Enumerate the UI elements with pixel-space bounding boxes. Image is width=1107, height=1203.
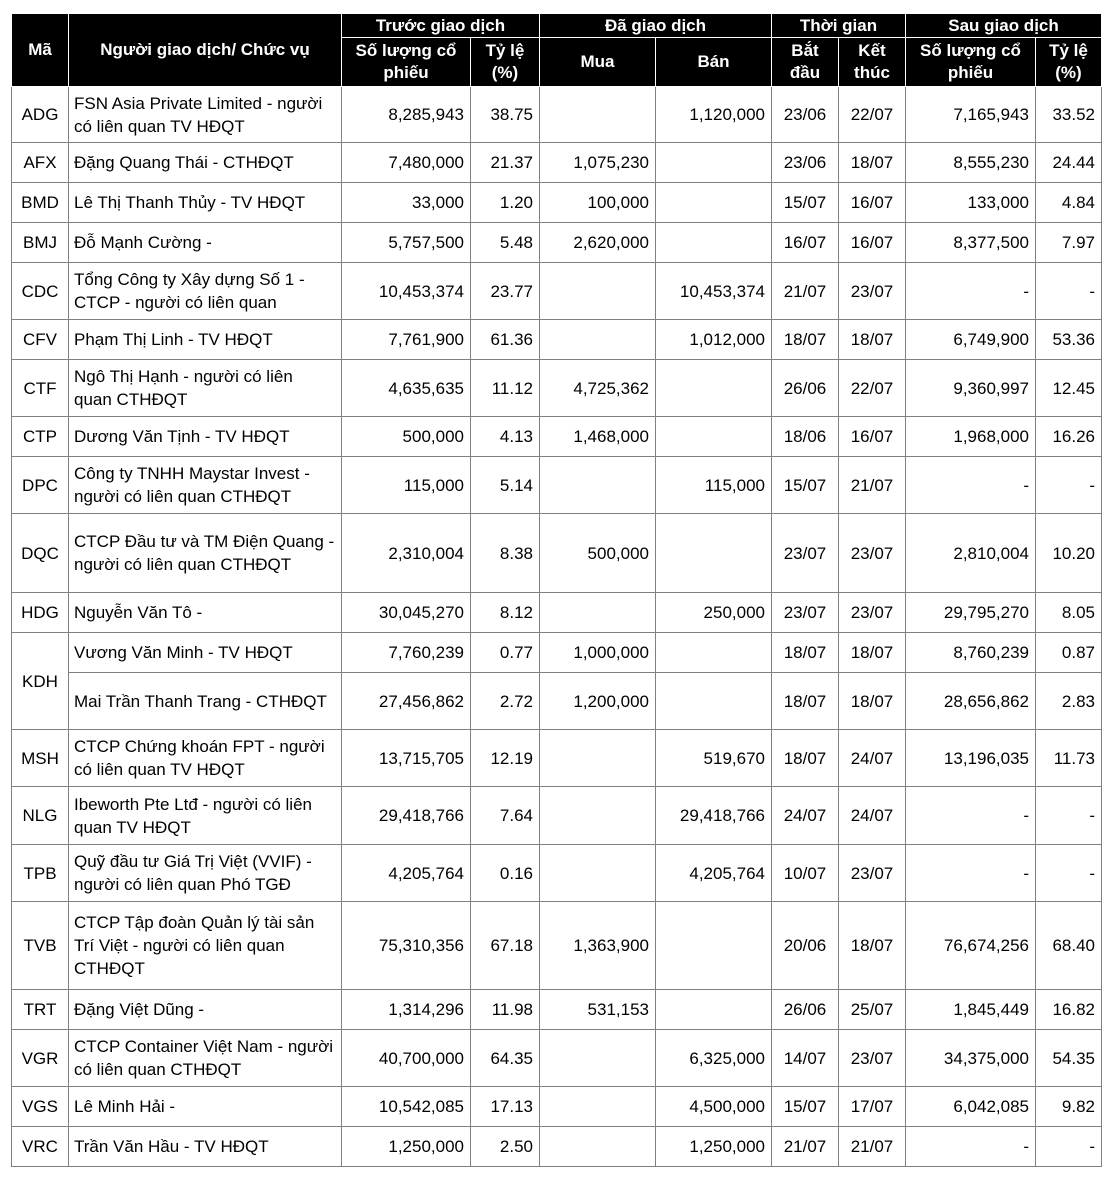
row-code: HDG: [12, 593, 69, 633]
header-qty-before: Số lượng cổ phiếu: [342, 38, 471, 87]
row-qty-after: 1,968,000: [906, 417, 1036, 457]
row-trader: Nguyễn Văn Tô -: [69, 593, 342, 633]
row-qty-before: 13,715,705: [342, 730, 471, 787]
row-sell: [656, 417, 772, 457]
header-ratio-before: Tỷ lệ (%): [471, 38, 540, 87]
header-traded: Đã giao dịch: [540, 14, 772, 38]
header-buy: Mua: [540, 38, 656, 87]
row-sell: 10,453,374: [656, 263, 772, 320]
header-end: Kết thúc: [839, 38, 906, 87]
row-qty-after: 1,845,449: [906, 990, 1036, 1030]
row-ratio-before: 4.13: [471, 417, 540, 457]
row-ratio-after: 2.83: [1036, 673, 1102, 730]
row-qty-before: 2,310,004: [342, 514, 471, 593]
row-start: 23/07: [772, 593, 839, 633]
row-trader: Lê Thị Thanh Thủy - TV HĐQT: [69, 183, 342, 223]
row-buy: 1,363,900: [540, 902, 656, 990]
row-qty-before: 4,635,635: [342, 360, 471, 417]
table-row: [12, 902, 1102, 990]
header-ratio-after: Tỷ lệ (%): [1036, 38, 1102, 87]
row-trader: Đặng Quang Thái - CTHĐQT: [69, 143, 342, 183]
row-qty-before: 115,000: [342, 457, 471, 514]
row-buy: 500,000: [540, 514, 656, 593]
row-trader: Ngô Thị Hạnh - người có liên quan CTHĐQT: [69, 360, 342, 417]
table-row: [12, 845, 1102, 902]
row-buy: [540, 845, 656, 902]
row-end: 23/07: [839, 263, 906, 320]
row-qty-after: 76,674,256: [906, 902, 1036, 990]
row-code: BMJ: [12, 223, 69, 263]
row-start: 23/07: [772, 514, 839, 593]
row-end: 24/07: [839, 787, 906, 845]
row-code: DPC: [12, 457, 69, 514]
row-end: 25/07: [839, 990, 906, 1030]
row-code: TRT: [12, 990, 69, 1030]
row-sell: 6,325,000: [656, 1030, 772, 1087]
row-end: 18/07: [839, 143, 906, 183]
row-code: NLG: [12, 787, 69, 845]
row-qty-after: 7,165,943: [906, 87, 1036, 143]
row-end: 21/07: [839, 457, 906, 514]
row-qty-before: 40,700,000: [342, 1030, 471, 1087]
table-row: [12, 417, 1102, 457]
row-trader: Mai Trần Thanh Trang - CTHĐQT: [69, 673, 342, 730]
row-ratio-after: 4.84: [1036, 183, 1102, 223]
row-buy: 1,200,000: [540, 673, 656, 730]
row-start: 23/06: [772, 87, 839, 143]
row-ratio-after: 33.52: [1036, 87, 1102, 143]
row-end: 22/07: [839, 360, 906, 417]
row-ratio-before: 5.48: [471, 223, 540, 263]
row-start: 15/07: [772, 183, 839, 223]
row-start: 14/07: [772, 1030, 839, 1087]
table-row: [12, 1087, 1102, 1127]
row-ratio-after: 16.82: [1036, 990, 1102, 1030]
row-ratio-before: 67.18: [471, 902, 540, 990]
row-qty-before: 5,757,500: [342, 223, 471, 263]
table-row: [12, 514, 1102, 593]
row-sell: 4,205,764: [656, 845, 772, 902]
row-trader: Ibeworth Pte Ltđ - người có liên quan TV HĐQT: [69, 787, 342, 845]
row-qty-before: 27,456,862: [342, 673, 471, 730]
row-buy: [540, 1127, 656, 1167]
row-end: 23/07: [839, 1030, 906, 1087]
row-ratio-after: 10.20: [1036, 514, 1102, 593]
row-end: 24/07: [839, 730, 906, 787]
row-ratio-after: 8.05: [1036, 593, 1102, 633]
row-ratio-before: 38.75: [471, 87, 540, 143]
row-qty-after: -: [906, 263, 1036, 320]
row-trader: Quỹ đầu tư Giá Trị Việt (VVIF) - người có liên quan Phó TGĐ: [69, 845, 342, 902]
row-qty-after: 13,196,035: [906, 730, 1036, 787]
row-sell: [656, 990, 772, 1030]
row-trader: Lê Minh Hải -: [69, 1087, 342, 1127]
table-row: [12, 183, 1102, 223]
row-qty-after: 8,760,239: [906, 633, 1036, 673]
row-ratio-before: 2.72: [471, 673, 540, 730]
header-start: Bắt đầu: [772, 38, 839, 87]
row-sell: 1,012,000: [656, 320, 772, 360]
header-code: Mã: [12, 14, 69, 87]
row-ratio-before: 8.12: [471, 593, 540, 633]
header-qty-after: Số lượng cổ phiếu: [906, 38, 1036, 87]
row-ratio-before: 12.19: [471, 730, 540, 787]
row-ratio-before: 21.37: [471, 143, 540, 183]
row-start: 24/07: [772, 787, 839, 845]
row-buy: [540, 1030, 656, 1087]
row-qty-before: 1,250,000: [342, 1127, 471, 1167]
row-sell: [656, 143, 772, 183]
row-ratio-after: 53.36: [1036, 320, 1102, 360]
row-qty-before: 10,542,085: [342, 1087, 471, 1127]
row-start: 26/06: [772, 990, 839, 1030]
table-row: [12, 787, 1102, 845]
row-ratio-before: 5.14: [471, 457, 540, 514]
row-qty-before: 33,000: [342, 183, 471, 223]
row-ratio-before: 64.35: [471, 1030, 540, 1087]
row-start: 10/07: [772, 845, 839, 902]
row-ratio-after: 16.26: [1036, 417, 1102, 457]
row-code: AFX: [12, 143, 69, 183]
table-row: [12, 320, 1102, 360]
row-start: 18/06: [772, 417, 839, 457]
row-start: 26/06: [772, 360, 839, 417]
table-row: [12, 990, 1102, 1030]
row-start: 18/07: [772, 673, 839, 730]
row-code: TVB: [12, 902, 69, 990]
row-qty-before: 7,760,239: [342, 633, 471, 673]
table-body: [12, 87, 1102, 1167]
row-end: 23/07: [839, 593, 906, 633]
row-ratio-before: 11.12: [471, 360, 540, 417]
row-start: 18/07: [772, 730, 839, 787]
row-qty-after: 133,000: [906, 183, 1036, 223]
row-sell: 4,500,000: [656, 1087, 772, 1127]
row-qty-before: 8,285,943: [342, 87, 471, 143]
row-code: VGR: [12, 1030, 69, 1087]
row-end: 18/07: [839, 320, 906, 360]
row-end: 16/07: [839, 417, 906, 457]
row-qty-after: 6,749,900: [906, 320, 1036, 360]
row-end: 18/07: [839, 902, 906, 990]
row-trader: Đặng Việt Dũng -: [69, 990, 342, 1030]
row-ratio-before: 11.98: [471, 990, 540, 1030]
row-qty-before: 1,314,296: [342, 990, 471, 1030]
row-code: BMD: [12, 183, 69, 223]
row-trader: CTCP Container Việt Nam - người có liên quan CTHĐQT: [69, 1030, 342, 1087]
row-start: 16/07: [772, 223, 839, 263]
row-buy: 1,468,000: [540, 417, 656, 457]
table-row: [12, 457, 1102, 514]
row-code: MSH: [12, 730, 69, 787]
table-row: [12, 730, 1102, 787]
table-row: [12, 360, 1102, 417]
table-row: [12, 1030, 1102, 1087]
row-qty-after: 8,555,230: [906, 143, 1036, 183]
row-buy: 100,000: [540, 183, 656, 223]
row-qty-before: 4,205,764: [342, 845, 471, 902]
row-trader: Đỗ Mạnh Cường -: [69, 223, 342, 263]
row-sell: [656, 360, 772, 417]
row-trader: Vương Văn Minh - TV HĐQT: [69, 633, 342, 673]
row-sell: [656, 183, 772, 223]
row-code: CTF: [12, 360, 69, 417]
row-qty-after: 8,377,500: [906, 223, 1036, 263]
row-trader: FSN Asia Private Limited - người có liên quan TV HĐQT: [69, 87, 342, 143]
row-buy: [540, 320, 656, 360]
row-sell: [656, 223, 772, 263]
row-sell: [656, 673, 772, 730]
header-sell: Bán: [656, 38, 772, 87]
row-trader: Dương Văn Tịnh - TV HĐQT: [69, 417, 342, 457]
row-start: 20/06: [772, 902, 839, 990]
row-buy: [540, 787, 656, 845]
row-code: CFV: [12, 320, 69, 360]
header-time: Thời gian: [772, 14, 906, 38]
row-start: 15/07: [772, 457, 839, 514]
row-sell: 250,000: [656, 593, 772, 633]
row-trader: Trần Văn Hầu - TV HĐQT: [69, 1127, 342, 1167]
row-ratio-before: 8.38: [471, 514, 540, 593]
row-start: 23/06: [772, 143, 839, 183]
row-sell: 29,418,766: [656, 787, 772, 845]
row-code: CTP: [12, 417, 69, 457]
row-code: VGS: [12, 1087, 69, 1127]
row-sell: 1,120,000: [656, 87, 772, 143]
row-end: 23/07: [839, 514, 906, 593]
row-ratio-after: -: [1036, 1127, 1102, 1167]
row-qty-before: 29,418,766: [342, 787, 471, 845]
row-ratio-before: 0.16: [471, 845, 540, 902]
row-qty-before: 500,000: [342, 417, 471, 457]
row-qty-before: 7,480,000: [342, 143, 471, 183]
row-end: 16/07: [839, 183, 906, 223]
row-code: TPB: [12, 845, 69, 902]
row-ratio-before: 61.36: [471, 320, 540, 360]
row-ratio-before: 23.77: [471, 263, 540, 320]
row-end: 18/07: [839, 633, 906, 673]
table-header: [12, 14, 1102, 87]
row-ratio-after: 68.40: [1036, 902, 1102, 990]
row-end: 21/07: [839, 1127, 906, 1167]
row-end: 23/07: [839, 845, 906, 902]
row-ratio-after: 12.45: [1036, 360, 1102, 417]
table-row: [12, 673, 1102, 730]
row-ratio-after: 11.73: [1036, 730, 1102, 787]
row-qty-after: -: [906, 457, 1036, 514]
row-qty-after: 9,360,997: [906, 360, 1036, 417]
row-qty-before: 7,761,900: [342, 320, 471, 360]
row-buy: [540, 263, 656, 320]
row-sell: [656, 902, 772, 990]
row-buy: 1,000,000: [540, 633, 656, 673]
row-ratio-before: 2.50: [471, 1127, 540, 1167]
row-buy: 2,620,000: [540, 223, 656, 263]
row-buy: [540, 730, 656, 787]
row-ratio-after: 24.44: [1036, 143, 1102, 183]
table-row: [12, 263, 1102, 320]
row-buy: [540, 457, 656, 514]
row-ratio-before: 7.64: [471, 787, 540, 845]
insider-trading-table: [11, 13, 1102, 1167]
table-row: [12, 87, 1102, 143]
row-end: 17/07: [839, 1087, 906, 1127]
row-ratio-after: -: [1036, 787, 1102, 845]
row-end: 22/07: [839, 87, 906, 143]
row-end: 16/07: [839, 223, 906, 263]
row-ratio-after: -: [1036, 263, 1102, 320]
row-trader: CTCP Đầu tư và TM Điện Quang - người có liên quan CTHĐQT: [69, 514, 342, 593]
row-qty-before: 30,045,270: [342, 593, 471, 633]
row-start: 18/07: [772, 320, 839, 360]
row-qty-before: 10,453,374: [342, 263, 471, 320]
table-row: [12, 223, 1102, 263]
row-qty-after: 34,375,000: [906, 1030, 1036, 1087]
row-ratio-before: 17.13: [471, 1087, 540, 1127]
row-start: 15/07: [772, 1087, 839, 1127]
row-buy: [540, 1087, 656, 1127]
row-code: CDC: [12, 263, 69, 320]
row-qty-after: 28,656,862: [906, 673, 1036, 730]
row-sell: 519,670: [656, 730, 772, 787]
row-ratio-before: 0.77: [471, 633, 540, 673]
row-qty-before: 75,310,356: [342, 902, 471, 990]
row-ratio-before: 1.20: [471, 183, 540, 223]
row-code: VRC: [12, 1127, 69, 1167]
row-ratio-after: -: [1036, 457, 1102, 514]
row-buy: 4,725,362: [540, 360, 656, 417]
row-sell: [656, 633, 772, 673]
table-row: [12, 593, 1102, 633]
row-buy: [540, 593, 656, 633]
header-before: Trước giao dịch: [342, 14, 540, 38]
row-trader: CTCP Tập đoàn Quản lý tài sản Trí Việt - người có liên quan CTHĐQT: [69, 902, 342, 990]
row-trader: CTCP Chứng khoán FPT - người có liên quan TV HĐQT: [69, 730, 342, 787]
row-qty-after: 29,795,270: [906, 593, 1036, 633]
row-sell: [656, 514, 772, 593]
row-code: ADG: [12, 87, 69, 143]
row-start: 21/07: [772, 263, 839, 320]
row-ratio-after: 9.82: [1036, 1087, 1102, 1127]
row-end: 18/07: [839, 673, 906, 730]
row-trader: Phạm Thị Linh - TV HĐQT: [69, 320, 342, 360]
row-qty-after: -: [906, 787, 1036, 845]
table-row: [12, 633, 1102, 673]
row-buy: 1,075,230: [540, 143, 656, 183]
row-ratio-after: 54.35: [1036, 1030, 1102, 1087]
row-code: KDH: [12, 633, 69, 730]
table-row: [12, 143, 1102, 183]
row-ratio-after: 0.87: [1036, 633, 1102, 673]
row-start: 18/07: [772, 633, 839, 673]
row-sell: 115,000: [656, 457, 772, 514]
row-code: DQC: [12, 514, 69, 593]
row-buy: 531,153: [540, 990, 656, 1030]
row-qty-after: 6,042,085: [906, 1087, 1036, 1127]
row-qty-after: -: [906, 845, 1036, 902]
row-trader: Công ty TNHH Maystar Invest - người có liên quan CTHĐQT: [69, 457, 342, 514]
row-ratio-after: 7.97: [1036, 223, 1102, 263]
row-start: 21/07: [772, 1127, 839, 1167]
row-qty-after: 2,810,004: [906, 514, 1036, 593]
row-ratio-after: -: [1036, 845, 1102, 902]
row-buy: [540, 87, 656, 143]
row-sell: 1,250,000: [656, 1127, 772, 1167]
table-row: [12, 1127, 1102, 1167]
row-trader: Tổng Công ty Xây dựng Số 1 - CTCP - người có liên quan: [69, 263, 342, 320]
row-qty-after: -: [906, 1127, 1036, 1167]
header-after: Sau giao dịch: [906, 14, 1102, 38]
header-trader: Người giao dịch/ Chức vụ: [69, 14, 342, 87]
